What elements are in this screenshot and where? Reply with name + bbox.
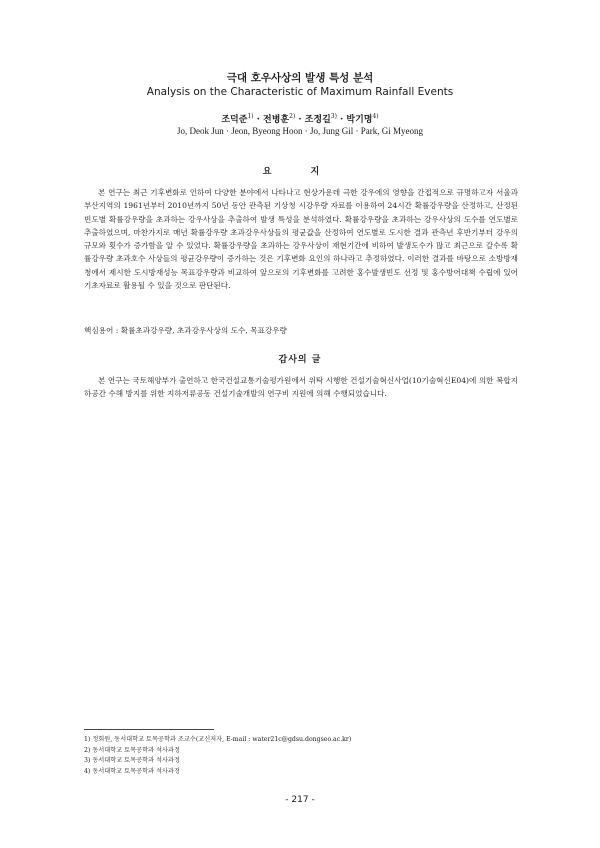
paper-title-korean: 극대 호우사상의 발생 특성 분석 (226, 72, 374, 84)
author-name: 조정길 (304, 115, 331, 125)
acknowledgement-paragraph: 본 연구는 국토해양부가 출연하고 한국건설교통기술평가원에서 위탁 시행한 건설기술혁신사업(10기술혁신E04)에 의한 복합지하공간 수해 방지를 위한 지하저류공동 건설기술개발의 연구비 지원에 의해 수행되었습니다. (84, 376, 518, 399)
footnotes (84, 735, 518, 777)
paper-title-english: Analysis on the Characteristic of Maximum Rainfall Events (146, 86, 454, 98)
author-footnote-mark: 1) (247, 113, 254, 120)
author-separator: · (295, 115, 305, 125)
authors-english: Jo, Deok Jun · Jeon, Byeong Hoon · Jo, Jung Gil · Park, Gi Myeong (177, 126, 423, 136)
author-name: 박기명 (346, 115, 373, 125)
author-name: 조덕준 (221, 115, 248, 125)
keywords-line: 핵심용어 : 확률초과강우량, 초과강우사상의 도수, 목표강우량 (84, 326, 287, 335)
footnote-divider (84, 729, 214, 730)
footnote-item: 3) 동서대학교 토목공학과 석사과정 (84, 757, 180, 765)
author-separator: · (336, 115, 347, 125)
author-separator: · (253, 115, 264, 125)
footnote-item: 4) 동서대학교 토목공학과 석사과정 (84, 767, 180, 775)
footnote-item: 1) 정회원, 동서대학교 토목공학과 조교수(교신저자, E-mail : water21c@gdsu.dongseo.ac.kr) (84, 736, 352, 743)
abstract-paragraph: 본 연구는 최근 기후변화로 인하여 다양한 분야에서 나타나고 현상가운데 극한 강우에의 영향을 간접적으로 규명하고자 서울과 부산지역의 1961년부터 2010년까지 50년 동안 관측된 기상청 시강우량 자료를 이용하여 24시간 확률강우량을 산정하고, 산정된 빈도별 확률강우량을 초과하는 강우사상을 추출하여 발생 특성을 분석하였다. 확률강우량을 초과하는 강우사상의 도수를 연도별로 추출하였으며, 마찬가지로 매년 확률강우량 초과강우사상들의 평균값을 산정하여 연도별로 도시한 결과 관측년 후반기부터 강우의 규모와 횟수가 증가함을 알 수 있었다. 확률강우량을 초과하는 강우사상이 재현기간에 비하여 발생도수가 많고 최근으로 갈수록 확률강우량 초과호수 사상들의 평균강우량이 증가하는 것은 기후변화 요인의 하나라고 추정하였다. 이러한 결과를 바탕으로 소방방재청에서 제시한 도시방재성능 목표강우량과 비교하여 앞으로의 기후변화를 고려한 홍수발생빈도 선정 및 홍수방어대책 수립에 있어 기초자료로 활용될 수 있을 것으로 판단된다. (84, 188, 518, 291)
authors-korean (0, 112, 600, 125)
author-footnote-mark: 3) (330, 113, 337, 120)
author-name: 전병훈 (263, 115, 290, 125)
author-footnote-mark: 4) (372, 113, 379, 120)
footnote-item: 2) 동서대학교 토목공학과 석사과정 (84, 746, 180, 754)
abstract-heading: 요 지 (262, 167, 338, 177)
acknowledgement-heading: 감사의 글 (278, 355, 322, 365)
author-footnote-mark: 2) (289, 113, 296, 120)
page-number: - 217 - (285, 795, 315, 805)
